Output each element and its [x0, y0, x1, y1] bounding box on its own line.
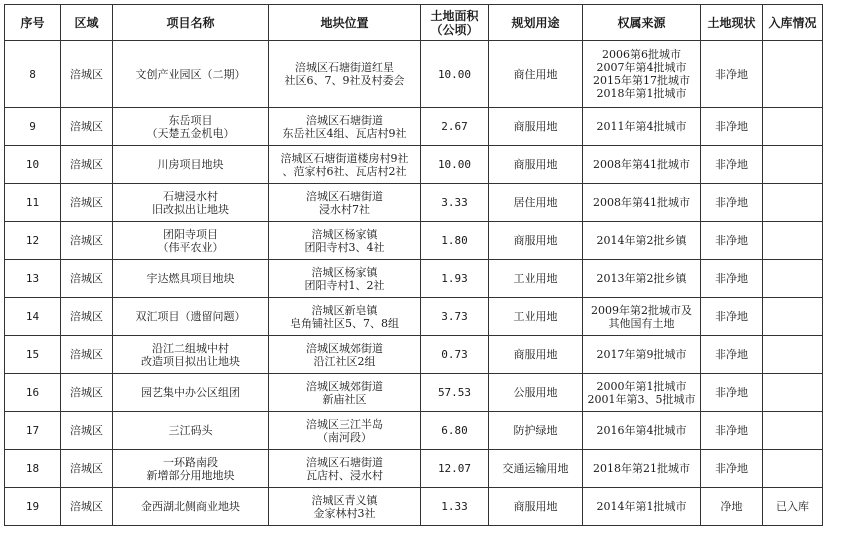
cell-storage [763, 108, 823, 146]
cell-source-line: 其他国有土地 [608, 316, 675, 330]
cell-storage [763, 298, 823, 336]
cell-area: 3.73 [421, 298, 489, 336]
cell-use: 商服用地 [489, 108, 583, 146]
cell-location-line: 新庙社区 [322, 392, 367, 406]
cell-location-line: 涪城区杨家镇 [311, 227, 378, 241]
cell-project-line: 旧改拟出让地块 [152, 202, 229, 216]
cell-source-line: 2014年第2批乡镇 [596, 234, 687, 247]
cell-status: 非净地 [701, 412, 763, 450]
cell-source [583, 260, 701, 298]
cell-district: 涪城区 [61, 41, 113, 108]
header-use: 规划用途 [489, 5, 583, 41]
cell-location-line: 团阳寺村3、4社 [304, 240, 385, 254]
cell-use: 工业用地 [489, 298, 583, 336]
cell-project-line: 三江码头 [168, 424, 213, 437]
header-location: 地块位置 [269, 5, 421, 41]
cell-district: 涪城区 [61, 488, 113, 526]
cell-source-line: 2017年第9批城市 [596, 348, 687, 361]
cell-project-line: 金西湖北侧商业地块 [141, 500, 240, 513]
cell-project [113, 488, 269, 526]
table-row [5, 108, 823, 146]
cell-location-line: 涪城区石塘街道 [306, 189, 383, 203]
cell-storage [763, 146, 823, 184]
table-body [5, 41, 823, 526]
cell-location-line: 涪城区新皂镇 [311, 303, 378, 317]
cell-source-line: 2013年第2批乡镇 [596, 272, 687, 285]
cell-location [269, 222, 421, 260]
cell-project-line: 团阳寺项目 [163, 227, 218, 241]
cell-location [269, 184, 421, 222]
table-row [5, 41, 823, 108]
cell-seq: 13 [5, 260, 61, 298]
cell-use: 商服用地 [489, 488, 583, 526]
cell-location [269, 260, 421, 298]
cell-seq: 17 [5, 412, 61, 450]
cell-area: 1.80 [421, 222, 489, 260]
cell-source-line: 2011年第4批城市 [596, 120, 687, 133]
cell-project [113, 222, 269, 260]
cell-area: 10.00 [421, 41, 489, 108]
cell-location [269, 450, 421, 488]
header-seq: 序号 [5, 5, 61, 41]
cell-location-line: 社区6、7、9社及村委会 [284, 74, 405, 87]
cell-project-line: 改造项目拟出让地块 [141, 354, 240, 368]
cell-use: 交通运输用地 [489, 450, 583, 488]
cell-storage [763, 374, 823, 412]
table-row [5, 488, 823, 526]
cell-location-line: 涪城区青义镇 [311, 493, 378, 507]
header-status: 土地现状 [701, 5, 763, 41]
cell-district: 涪城区 [61, 146, 113, 184]
cell-use: 商服用地 [489, 336, 583, 374]
cell-source-line: 2008年第41批城市 [593, 196, 690, 209]
cell-district: 涪城区 [61, 336, 113, 374]
cell-district: 涪城区 [61, 222, 113, 260]
header-source: 权属来源 [583, 5, 701, 41]
cell-seq: 19 [5, 488, 61, 526]
cell-location-line: 东岳社区4组、瓦店村9社 [282, 126, 407, 140]
cell-location-line: （南河段） [317, 430, 372, 444]
cell-status: 非净地 [701, 298, 763, 336]
cell-source-line: 2015年第17批城市 [593, 74, 690, 87]
cell-storage: 已入库 [763, 488, 823, 526]
cell-seq: 16 [5, 374, 61, 412]
cell-location-line: 涪城区石塘街道 [306, 113, 383, 127]
cell-seq: 15 [5, 336, 61, 374]
header-project: 项目名称 [113, 5, 269, 41]
cell-area: 57.53 [421, 374, 489, 412]
cell-area: 2.67 [421, 108, 489, 146]
cell-storage [763, 450, 823, 488]
cell-area: 1.93 [421, 260, 489, 298]
cell-status: 非净地 [701, 374, 763, 412]
cell-source [583, 450, 701, 488]
cell-project [113, 336, 269, 374]
table-row [5, 374, 823, 412]
cell-district: 涪城区 [61, 450, 113, 488]
cell-seq: 10 [5, 146, 61, 184]
cell-district: 涪城区 [61, 184, 113, 222]
cell-area: 12.07 [421, 450, 489, 488]
header-area [421, 5, 489, 41]
cell-status: 非净地 [701, 450, 763, 488]
cell-district: 涪城区 [61, 108, 113, 146]
cell-source [583, 374, 701, 412]
cell-area: 1.33 [421, 488, 489, 526]
cell-use: 工业用地 [489, 260, 583, 298]
cell-location-line: 皂角铺社区5、7、8组 [290, 316, 399, 330]
cell-project [113, 260, 269, 298]
cell-location-line: 涪城区城郊街道 [306, 379, 383, 393]
table-row [5, 298, 823, 336]
cell-source [583, 146, 701, 184]
cell-source [583, 222, 701, 260]
table-row [5, 412, 823, 450]
cell-project [113, 374, 269, 412]
cell-project [113, 184, 269, 222]
table-row [5, 222, 823, 260]
cell-use: 防护绿地 [489, 412, 583, 450]
cell-status: 非净地 [701, 146, 763, 184]
land-table [4, 4, 823, 526]
cell-status: 净地 [701, 488, 763, 526]
cell-source [583, 298, 701, 336]
cell-source-line: 2009年第2批城市及 [591, 303, 692, 317]
cell-source-line: 2018年第21批城市 [593, 462, 690, 475]
cell-source-line: 2001年第3、5批城市 [587, 392, 696, 406]
cell-storage [763, 412, 823, 450]
cell-location-line: 涪城区石塘街道红星 [295, 61, 394, 74]
cell-source [583, 108, 701, 146]
cell-status: 非净地 [701, 260, 763, 298]
table-row [5, 146, 823, 184]
cell-project-line: 双汇项目（遗留问题） [135, 310, 246, 323]
cell-project-line: 沿江二组城中村 [152, 341, 229, 355]
cell-project-line: 石塘浸水村 [163, 189, 218, 203]
cell-project-line: 宇达燃具项目地块 [146, 272, 235, 285]
cell-source [583, 488, 701, 526]
header-area-line1: 土地面积 [430, 8, 479, 23]
cell-location-line: 金家林村3社 [313, 506, 376, 520]
cell-source [583, 184, 701, 222]
cell-project [113, 412, 269, 450]
cell-source-line: 2016年第4批城市 [596, 424, 687, 437]
cell-use: 商服用地 [489, 222, 583, 260]
cell-use: 商住用地 [489, 41, 583, 108]
cell-seq: 14 [5, 298, 61, 336]
cell-storage [763, 184, 823, 222]
cell-location [269, 298, 421, 336]
cell-source [583, 412, 701, 450]
cell-area: 6.80 [421, 412, 489, 450]
table-row [5, 260, 823, 298]
cell-location-line: 涪城区城郊街道 [306, 341, 383, 355]
cell-location-line: 涪城区杨家镇 [311, 265, 378, 279]
cell-area: 3.33 [421, 184, 489, 222]
header-district: 区域 [61, 5, 113, 41]
cell-location-line: 涪城区三江半岛 [306, 417, 383, 431]
cell-location [269, 41, 421, 108]
cell-project-line: 园艺集中办公区组团 [141, 386, 240, 399]
cell-use: 公服用地 [489, 374, 583, 412]
cell-status: 非净地 [701, 222, 763, 260]
header-area-line2: （公顷） [430, 22, 479, 37]
cell-project [113, 146, 269, 184]
cell-project-line: 文创产业园区（二期） [135, 67, 246, 81]
table-row [5, 184, 823, 222]
cell-project-line: 一环路南段 [163, 455, 218, 469]
cell-location-line: 沿江社区2组 [313, 354, 376, 368]
cell-district: 涪城区 [61, 374, 113, 412]
cell-status: 非净地 [701, 41, 763, 108]
cell-location-line: 涪城区石塘街道楼房村9社 [280, 151, 409, 165]
cell-seq: 18 [5, 450, 61, 488]
cell-location [269, 336, 421, 374]
cell-storage [763, 222, 823, 260]
cell-source [583, 41, 701, 108]
cell-project-line: 川房项目地块 [157, 158, 224, 171]
cell-seq: 9 [5, 108, 61, 146]
cell-use: 商服用地 [489, 146, 583, 184]
cell-source-line: 2000年第1批城市 [596, 379, 687, 393]
cell-location-line: 涪城区石塘街道 [306, 455, 383, 469]
cell-area: 0.73 [421, 336, 489, 374]
cell-source-line: 2014年第1批城市 [596, 500, 687, 513]
cell-district: 涪城区 [61, 298, 113, 336]
table-row [5, 450, 823, 488]
cell-location-line: 浸水村7社 [319, 202, 370, 216]
cell-storage [763, 260, 823, 298]
cell-status: 非净地 [701, 336, 763, 374]
cell-storage [763, 336, 823, 374]
cell-area: 10.00 [421, 146, 489, 184]
cell-project [113, 41, 269, 108]
cell-source-line: 2007年第4批城市 [596, 61, 687, 74]
cell-status: 非净地 [701, 184, 763, 222]
cell-project-line: （伟平农业） [157, 240, 224, 254]
cell-project-line: （天楚五金机电） [146, 126, 235, 140]
cell-seq: 11 [5, 184, 61, 222]
cell-location-line: 瓦店村、浸水村 [306, 468, 383, 482]
cell-source-line: 2018年第1批城市 [596, 87, 687, 100]
cell-source-line: 2006第6批城市 [602, 48, 681, 61]
cell-location-line: 团阳寺村1、2社 [304, 278, 385, 292]
cell-location [269, 412, 421, 450]
table-row [5, 336, 823, 374]
cell-project [113, 108, 269, 146]
cell-district: 涪城区 [61, 412, 113, 450]
header-row [5, 5, 823, 41]
cell-status: 非净地 [701, 108, 763, 146]
cell-location [269, 374, 421, 412]
cell-location [269, 108, 421, 146]
cell-project [113, 450, 269, 488]
cell-location [269, 146, 421, 184]
cell-seq: 12 [5, 222, 61, 260]
cell-source [583, 336, 701, 374]
cell-project-line: 东岳项目 [168, 113, 213, 127]
cell-storage [763, 41, 823, 108]
header-storage: 入库情况 [763, 5, 823, 41]
cell-project [113, 298, 269, 336]
cell-source-line: 2008年第41批城市 [593, 158, 690, 171]
cell-location [269, 488, 421, 526]
cell-location-line: 、范家村6社、瓦店村2社 [282, 164, 407, 178]
cell-district: 涪城区 [61, 260, 113, 298]
cell-seq: 8 [5, 41, 61, 108]
land-table-container [4, 4, 823, 526]
cell-project-line: 新增部分用地地块 [146, 468, 235, 482]
cell-use: 居住用地 [489, 184, 583, 222]
